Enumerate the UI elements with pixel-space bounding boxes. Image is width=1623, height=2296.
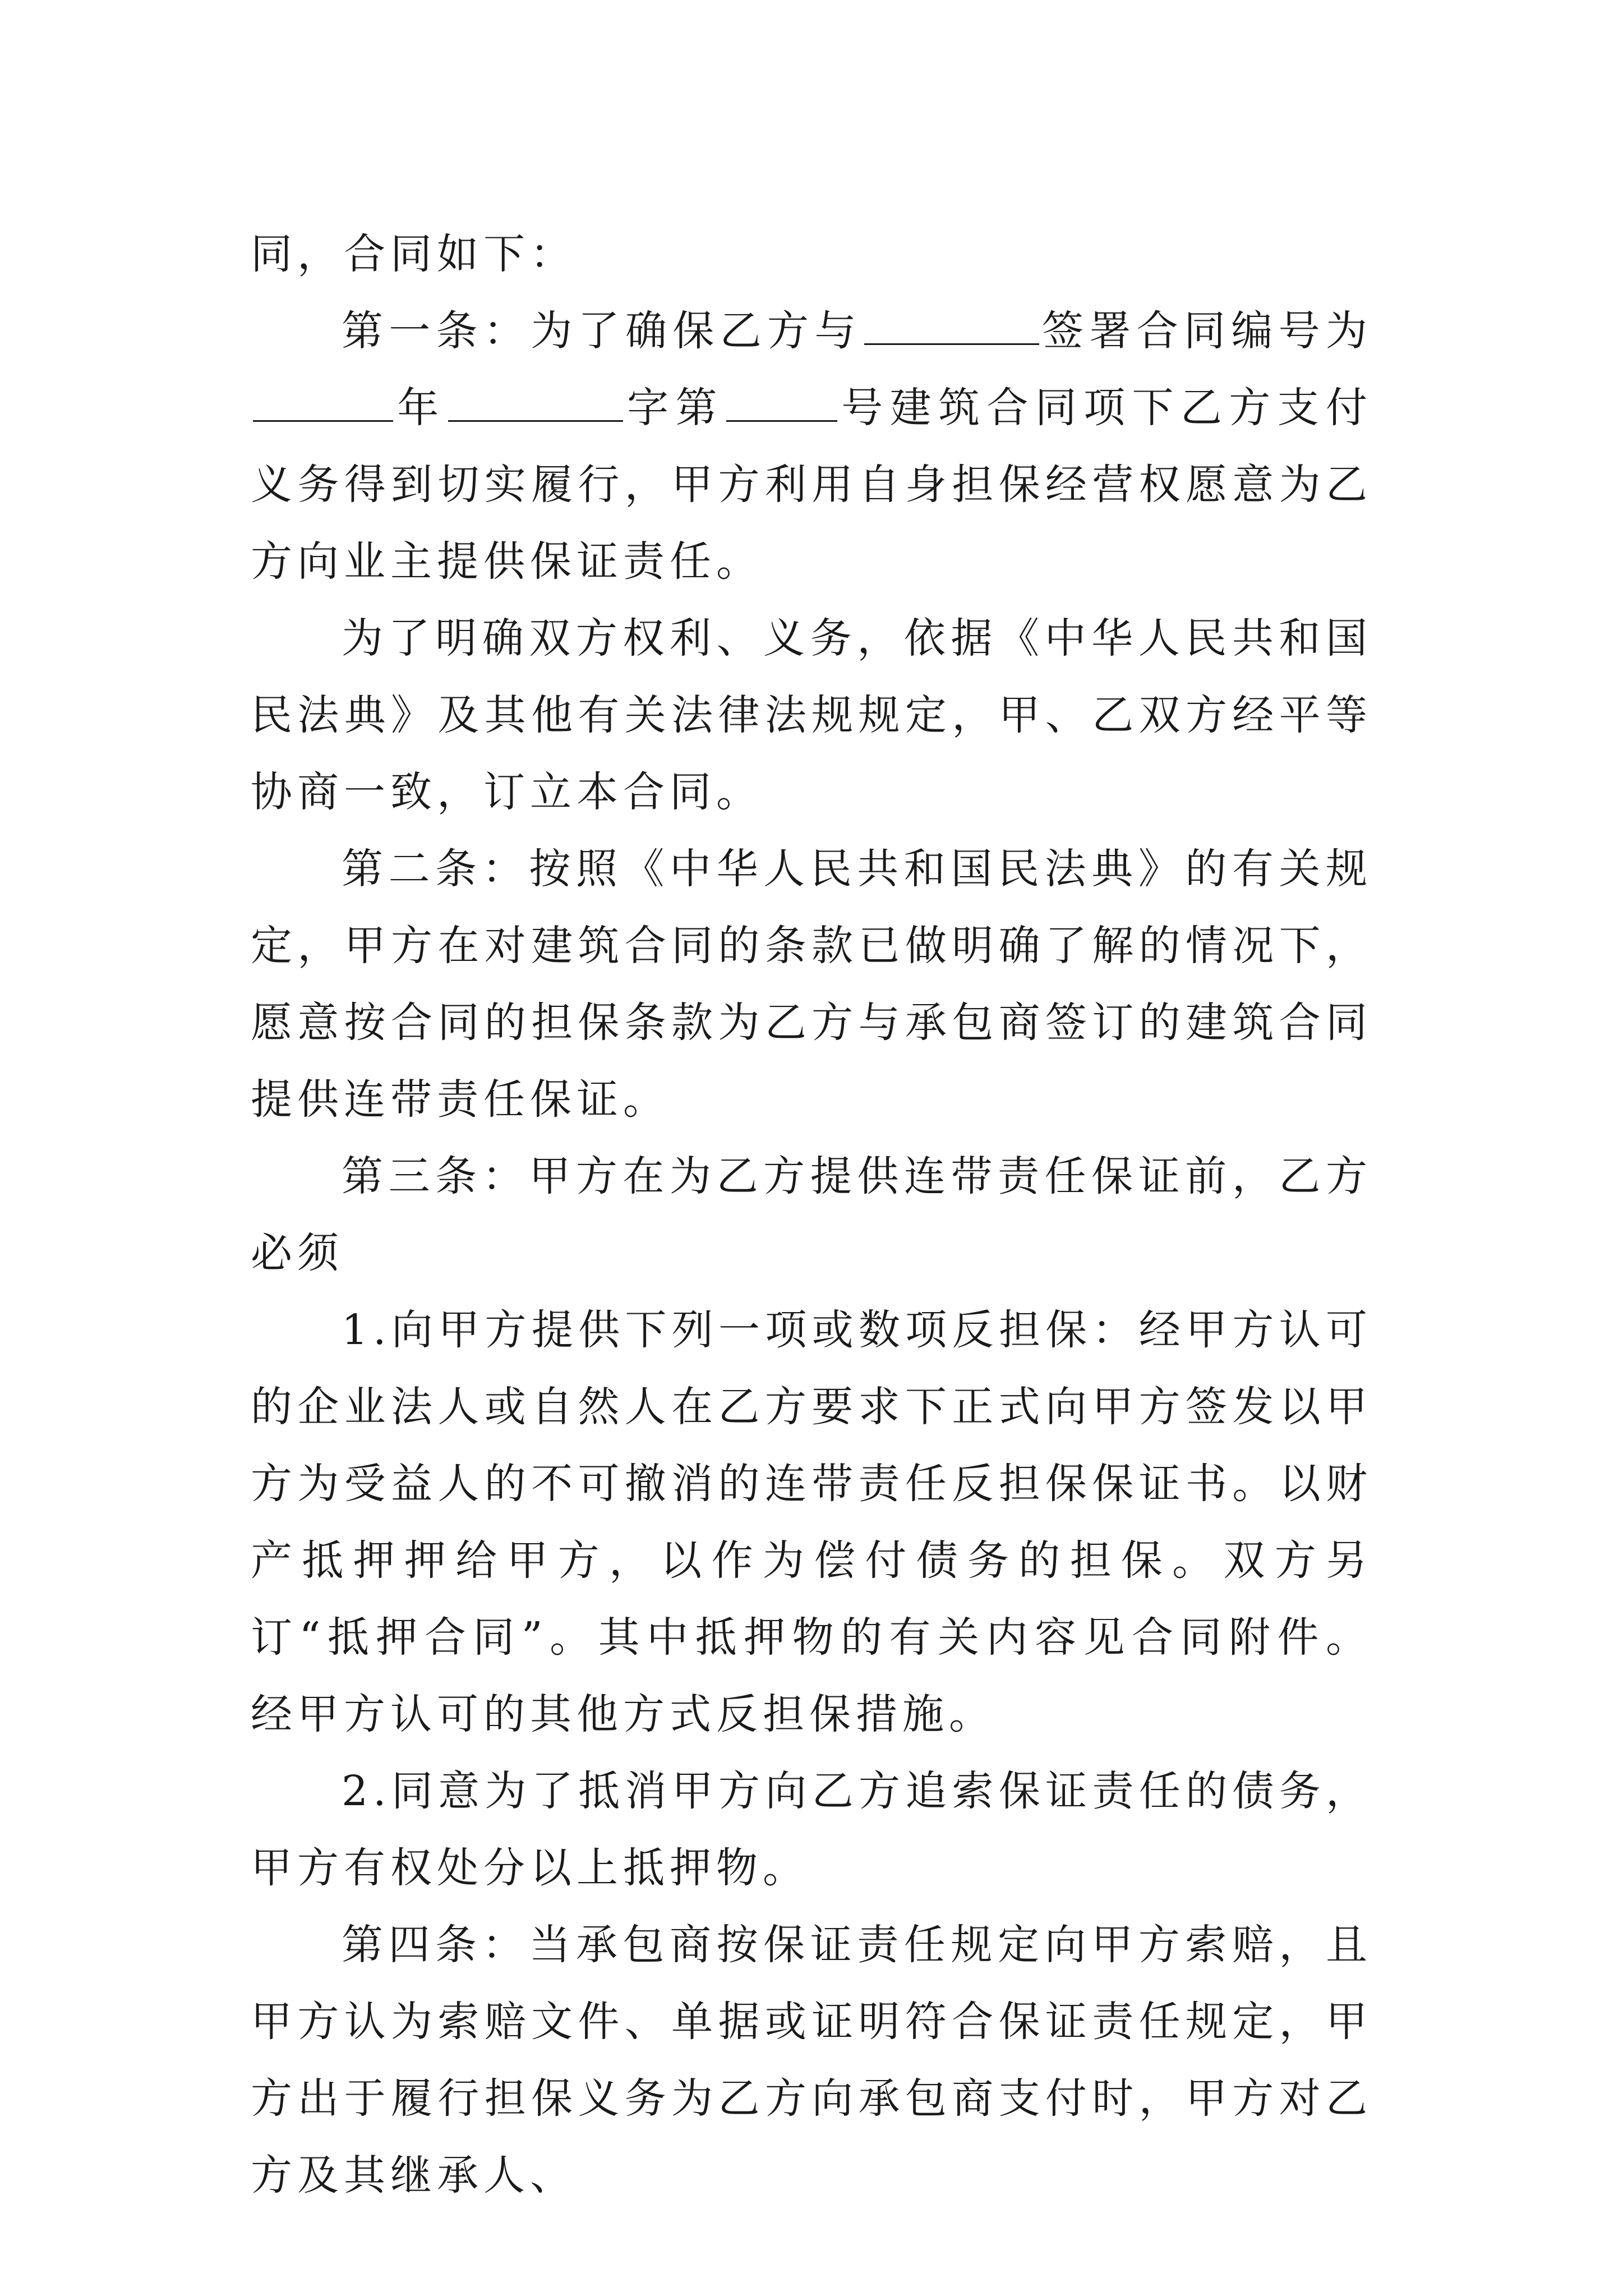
blank-line-number [726,385,837,422]
paragraph-article-3: 第三条：甲方在为乙方提供连带责任保证前，乙方必须 [251,1152,1372,1277]
blank-line-prefix [448,385,623,422]
paragraph-article-2: 第二条：按照《中华人民共和国民法典》的有关规定，甲方在对建筑合同的条款已做明确了解的情况下，愿意按合同的担保条款为乙方与承包商签订的建筑合同提供连带责任保证。 [251,845,1372,1124]
blank-line-party [864,309,1039,345]
paragraph-item-2: 2.同意为了抵消甲方向乙方追索保证责任的债务，甲方有权处分以上抵押物。 [251,1767,1372,1892]
article-1-text-b: 签署合同编号为 [1041,307,1373,355]
paragraph-article-1 [251,293,1372,600]
article-1-text-c: 年 [395,384,446,432]
document-body [251,216,1372,2214]
paragraph-contract-intro: 同，合同如下： [251,230,577,278]
paragraph-item-1: 1.向甲方提供下列一项或数项反担保：经甲方认可的企业法人或自然人在乙方要求下正式向甲方签发以甲方为受益人的不可撤消的连带责任反担保保证书。以财产抵押押给甲方，以作为偿付债务的担保。双方另订“抵押合同”。其中抵押物的有关内容见合同附件。经甲方认可的其他方式反担保措施。 [251,1306,1372,1738]
article-1-text-e: 号建筑合同项下乙方支付义务得到切实履行，甲方利用自身担保经营权愿意为乙方向业主提供保证责任。 [251,384,1372,586]
blank-line-year [253,385,393,422]
paragraph-purpose: 为了明确双方权利、义务，依据《中华人民共和国民法典》及其他有关法律法规规定，甲、乙双方经平等协商一致，订立本合同。 [251,614,1372,816]
article-1-text-d: 字第 [625,384,724,432]
article-1-text-a: 第一条：为了确保乙方与 [342,307,862,355]
paragraph-article-4: 第四条：当承包商按保证责任规定向甲方索赔，且甲方认为索赔文件、单据或证明符合保证责任规定，甲方出于履行担保义务为乙方向承包商支付时，甲方对乙方及其继承人、 [251,1921,1372,2200]
